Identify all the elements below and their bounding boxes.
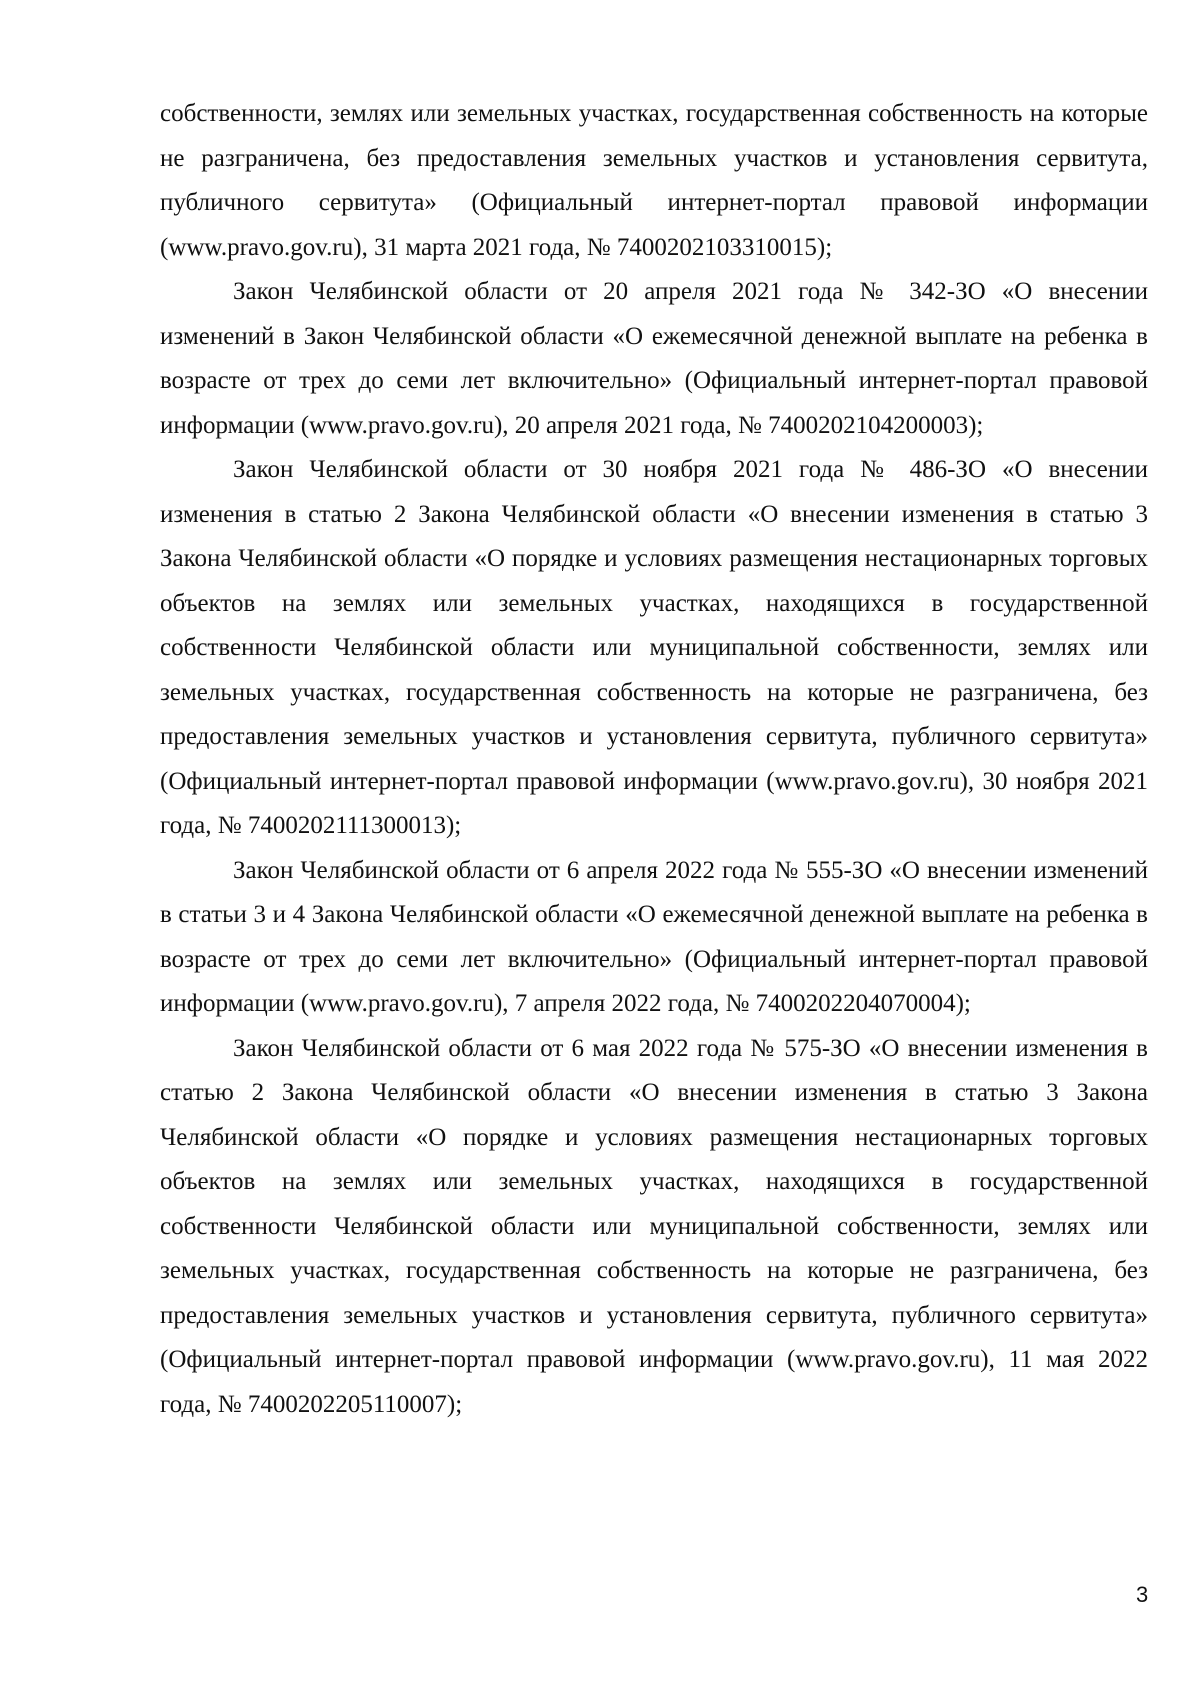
document-body (160, 92, 1148, 1427)
paragraph-law-575: Закон Челябинской области от 6 мая 2022 года № 575-ЗО «О внесении изменения в статью 2 Закона Челябинской области «О внесении изменения в статью 3 Закона Челябинской области «О порядке и условиях размещения нестационарных торговых объектов на землях или земельных участках, находящихся в государственной собственности Челябинской области или муниципальной собственности, землях или земельных участках, государственная собственность на которые не разграничена, без предоставления земельных участков и установления сервитута, публичного сервитута» (Официальный интернет-портал правовой информации (www.pravo.gov.ru), 11 мая 2022 года, № 7400202205110007); (160, 1034, 1148, 1418)
paragraph-law-486: Закон Челябинской области от 30 ноября 2021 года № 486-ЗО «О внесении изменения в статью 2 Закона Челябинской области «О внесении изменения в статью 3 Закона Челябинской области «О порядке и условиях размещения нестационарных торговых объектов на землях или земельных участках, находящихся в государственной собственности Челябинской области или муниципальной собственности, землях или земельных участках, государственная собственность на которые не разграничена, без предоставления земельных участков и установления сервитута, публичного сервитута» (Официальный интернет-портал правовой информации (www.pravo.gov.ru), 30 ноября 2021 года, № 7400202111300013); (160, 456, 1148, 839)
paragraph-continuation: собственности, землях или земельных участках, государственная собственность на которые не разграничена, без предоставления земельных участков и установления сервитута, публичного сервитута» (Официальный интернет-портал правовой информации (www.pravo.gov.ru), 31 марта 2021 года, № 7400202103310015); (160, 100, 1148, 261)
paragraph-law-555: Закон Челябинской области от 6 апреля 2022 года № 555-ЗО «О внесении изменений в статьи 3 и 4 Закона Челябинской области «О ежемесячной денежной выплате на ребенка в возрасте от трех до семи лет включительно» (Официальный интернет-портал правовой информации (www.pravo.gov.ru), 7 апреля 2022 года, № 7400202204070004); (160, 856, 1148, 1017)
paragraph-law-342: Закон Челябинской области от 20 апреля 2021 года № 342-ЗО «О внесении изменений в Закон Челябинской области «О ежемесячной денежной выплате на ребенка в возрасте от трех до семи лет включительно» (Официальный интернет-портал правовой информации (www.pravo.gov.ru), 20 апреля 2021 года, № 7400202104200003); (160, 278, 1148, 439)
page-number: 3 (1136, 1582, 1149, 1607)
